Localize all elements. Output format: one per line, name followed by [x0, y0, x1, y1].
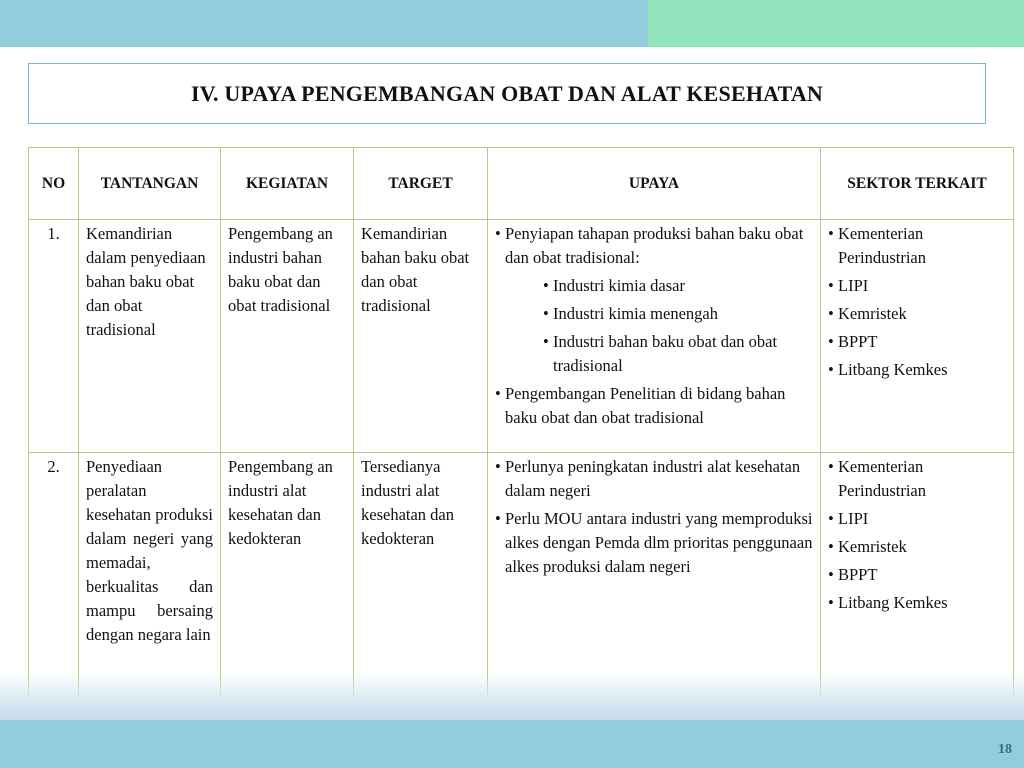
- list-item: • Kementerian Perindustrian: [828, 222, 1006, 270]
- header-tantangan: TANTANGAN: [79, 148, 221, 220]
- list-item: • Penyiapan tahapan produksi bahan baku obat dan obat tradisional:: [495, 222, 813, 270]
- list-item: • Perlu MOU antara industri yang memproduksi alkes dengan Pemda dlm prioritas penggunaan alkes produksi dalam negeri: [495, 507, 813, 579]
- list-item: • LIPI: [828, 274, 1006, 298]
- list-item: • LIPI: [828, 507, 1006, 531]
- cell-target: Tersedianya industri alat kesehatan dan kedokteran: [354, 453, 488, 740]
- list-item: • Kemristek: [828, 302, 1006, 326]
- list-item: • Industri kimia dasar: [543, 274, 813, 298]
- list-item: • Kemristek: [828, 535, 1006, 559]
- cell-kegiatan: Pengembang an industri alat kesehatan dan kedokteran: [221, 453, 354, 740]
- list-item: • BPPT: [828, 330, 1006, 354]
- page-number: 18: [998, 742, 1012, 757]
- cell-no: 2.: [29, 453, 79, 740]
- page-title: IV. UPAYA PENGEMBANGAN OBAT DAN ALAT KESEHATAN: [190, 80, 824, 106]
- bottom-gradient: [0, 672, 1024, 722]
- cell-target: Kemandirian bahan baku obat dan obat tradisional: [354, 220, 488, 453]
- list-item: • Industri bahan baku obat dan obat tradisional: [543, 330, 813, 378]
- cell-tantangan: Kemandirian dalam penyediaan bahan baku obat dan obat tradisional: [79, 220, 221, 453]
- list-item: • Kementerian Perindustrian: [828, 455, 1006, 503]
- header-sektor-terkait: SEKTOR TERKAIT: [821, 148, 1014, 220]
- header-target: TARGET: [354, 148, 488, 220]
- header-kegiatan: KEGIATAN: [221, 148, 354, 220]
- list-item: • Perlunya peningkatan industri alat kesehatan dalam negeri: [495, 455, 813, 503]
- cell-sektor: [821, 220, 1014, 453]
- bottom-band: [0, 720, 1024, 768]
- title-box: [28, 63, 986, 124]
- list-item: • Industri kimia menengah: [543, 302, 813, 326]
- cell-no: 1.: [29, 220, 79, 453]
- list-item: • Litbang Kemkes: [828, 591, 1006, 615]
- top-band-right: [648, 0, 1024, 47]
- header-no: NO: [29, 148, 79, 220]
- cell-kegiatan: Pengembang an industri bahan baku obat dan obat tradisional: [221, 220, 354, 453]
- cell-tantangan: Penyediaan peralatan kesehatan produksi dalam negeri yang memadai, berkualitas dan mampu bersaing dengan negara lain: [79, 453, 221, 740]
- cell-upaya: [488, 220, 821, 453]
- upaya-table: [28, 147, 1014, 740]
- table-row: [29, 220, 1014, 453]
- list-item: • BPPT: [828, 563, 1006, 587]
- list-item: • Litbang Kemkes: [828, 358, 1006, 382]
- header-upaya: UPAYA: [488, 148, 821, 220]
- table-header-row: [29, 148, 1014, 220]
- list-item: • Pengembangan Penelitian di bidang bahan baku obat dan obat tradisional: [495, 382, 813, 430]
- top-band-left: [0, 0, 648, 47]
